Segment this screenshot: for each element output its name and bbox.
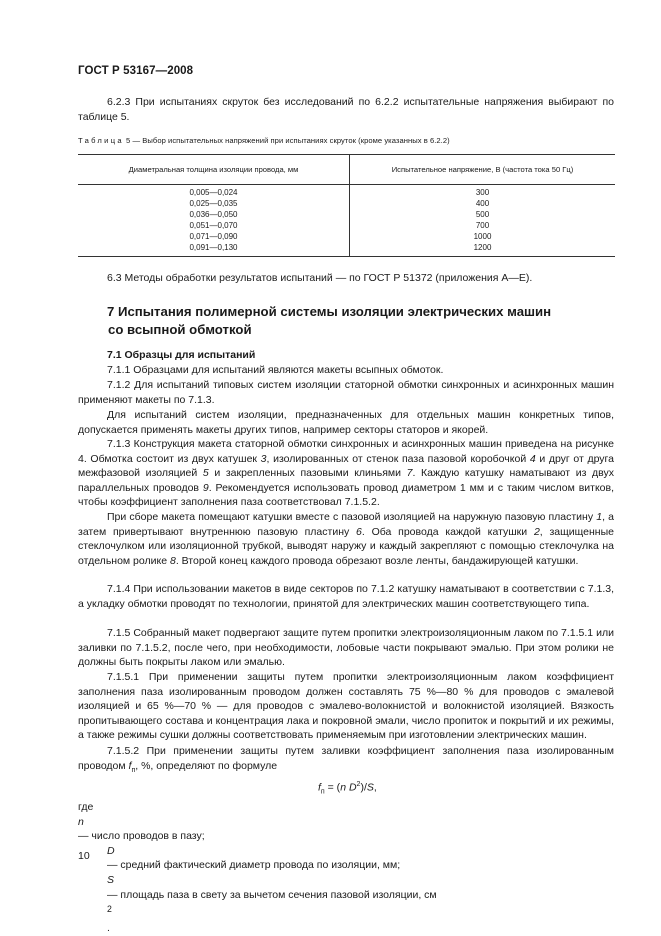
text-run: и друг от друга межфазовой изоляцией xyxy=(78,452,615,480)
text-run: . Оба провода каждой катушки xyxy=(361,525,534,538)
section-7-heading xyxy=(107,303,587,338)
table-cell-thickness: 0,025—0,035 xyxy=(189,198,238,208)
text-run: , изолированных от стенок паза пазовой коробочкой xyxy=(266,452,530,465)
formula-subscript: п xyxy=(320,788,325,796)
formula-text: = ( xyxy=(324,781,341,794)
symbol: S xyxy=(107,873,115,886)
table-caption-number: 5 xyxy=(126,136,131,145)
paragraph-7-1-1: 7.1.1 Образцами для испытаний являются макеты всыпных обмоток. xyxy=(107,364,444,376)
table-cell-voltage: 300 xyxy=(475,188,490,197)
voltage-table xyxy=(78,154,615,257)
table-header-row xyxy=(78,155,615,185)
page-number: 10 xyxy=(78,850,90,862)
subsection-7-1-heading: 7.1 Образцы для испытаний xyxy=(107,349,256,361)
text-run: 7.1.3 Конструкция макета статорной обмотки синхронных и асинхронных машин приведена на рисунке 4. Обмотка состоит из двух катушек xyxy=(78,438,614,465)
ref-number: 4 xyxy=(529,452,536,465)
table-cell-voltage: 1000 xyxy=(473,231,492,241)
text-run: и закрепленных пазовыми клиньями xyxy=(208,467,407,480)
symbol-f: f xyxy=(128,759,132,772)
table-caption xyxy=(78,136,618,145)
text-run: , защищенные стеклочулком или изоляционной трубкой, выводят наружу и каждый закрепляют с помощью стеклочулка на отдельном ролике xyxy=(78,525,614,567)
text-run: При сборе макета помещают катушки вместе с пазовой изоляцией на наружную пазовую пластину xyxy=(107,511,597,523)
voltage-cells xyxy=(350,185,616,257)
symbol: D xyxy=(107,844,115,857)
text-run: . xyxy=(107,922,110,935)
table-cell-thickness: 0,071—0,090 xyxy=(189,231,238,241)
table-cell-thickness: 0,005—0,024 xyxy=(189,188,238,197)
symbol-subscript: п xyxy=(131,766,136,774)
text-run: , %, определяют по формуле xyxy=(135,759,278,772)
ref-number: 3 xyxy=(260,452,267,465)
table-cell-thickness: 0,036—0,050 xyxy=(189,209,238,219)
paragraph-7-1-5: 7.1.5 Собранный макет подвергают защите путем пропитки электроизоляционным лаком по 7.1.5.1 или заливки по 7.1.5.2, после чего, при необходимости, лобовые части покрывают эмалью. При этом ролики не должны быть покрыты лаком или эмалью. xyxy=(78,627,614,669)
section-7-heading-line1: 7 Испытания полимерной системы изоляции электрических машин xyxy=(107,304,552,319)
definition-n xyxy=(78,800,618,844)
paragraph-7-1-3 xyxy=(78,437,614,510)
text-run: 7.1.5.2 При применении защиты путем заливки коэффициент заполнения паза изолированным проводом xyxy=(78,745,614,772)
ref-number: 9 xyxy=(202,481,209,494)
table-cell-voltage: 1200 xyxy=(473,242,492,252)
text-run: . Каждую катушку наматывают из двух параллельных проводов xyxy=(78,467,614,494)
ref-number: 6 xyxy=(356,525,362,538)
table-cell-voltage: 400 xyxy=(475,198,490,208)
table-cell-voltage: 500 xyxy=(475,209,490,219)
paragraph-7-1-5-2 xyxy=(78,744,614,778)
paragraph-6-3: 6.3 Методы обработки результатов испытаний — по ГОСТ Р 51372 (приложения А—Е). xyxy=(107,272,533,284)
paragraph-7-1-2: 7.1.2 Для испытаний типовых систем изоляции статорной обмотки синхронных и асинхронных машин применяют макеты по 7.1.3. xyxy=(78,379,614,406)
thickness-cells xyxy=(78,185,350,257)
table-cell-thickness: 0,051—0,070 xyxy=(189,220,238,230)
ref-number: 7 xyxy=(406,467,413,480)
superscript: 2 xyxy=(107,904,112,915)
column-header-thickness: Диаметральная толщина изоляции провода, мм xyxy=(78,155,350,185)
table-cell-thickness: 0,091—0,130 xyxy=(189,242,238,252)
document-header: ГОСТ Р 53167—2008 xyxy=(78,65,194,77)
fill-factor-formula xyxy=(318,781,377,796)
paragraph-7-1-2-cont: Для испытаний систем изоляции, предназначенных для отдельных машин конкретных типов, допускается применять макеты других типов, например секторы статоров и якорей. xyxy=(78,409,614,436)
paragraph-7-1-3-assembly xyxy=(78,510,614,568)
text-run: , а затем привертывают внутреннюю пазовую пластину xyxy=(78,511,614,538)
formula-superscript: 2 xyxy=(356,781,361,788)
text-run: — средний фактический диаметр провода по изоляции, мм; xyxy=(107,859,401,872)
table-cell-voltage: 700 xyxy=(475,220,490,230)
definition-s xyxy=(78,873,618,936)
table-row xyxy=(78,185,615,257)
formula-definitions xyxy=(78,800,618,936)
section-7-heading-line2: со всыпной обмоткой xyxy=(108,321,252,337)
symbol: n xyxy=(78,815,84,828)
paragraph-7-1-4: 7.1.4 При использовании макетов в виде секторов по 7.1.2 катушку наматывают в соответствии с 7.1.3, а укладку обмотки проводят по технологии, принятой для электрических машин соответствующего типа. xyxy=(78,583,614,610)
text-run: где xyxy=(78,801,94,813)
ref-number: 1 xyxy=(596,511,603,523)
paragraph-7-1-5-1: 7.1.5.1 При применении защиты путем пропитки электроизоляционным лаком коэффициент заполнения паза изолированным проводом должен составлять 75 %—80 % для проводов с эмалевой изоляцией и 65 %—70 % — для проводов с эмалево-волокнистой и волокнистой изоляцией. Вязкость пропитывающего состава и концентрация лака и покровной эмали, число пропиток и покрытий и их режимы, а также режимы сушки должны соответствовать применяемым при изготовлении электрических машин. xyxy=(78,671,614,742)
formula-text: )/ xyxy=(360,781,367,794)
column-header-voltage: Испытательное напряжение, В (частота тока 50 Гц) xyxy=(350,155,616,185)
text-run: . Второй конец каждого провода обрезают возле ленты, бандажирующей катушки. xyxy=(175,554,579,567)
ref-number: 2 xyxy=(533,525,540,538)
text-run: — площадь паза в свету за вычетом сечения пазовой изоляции, см xyxy=(107,888,437,901)
formula-symbol: S xyxy=(366,781,374,794)
ref-number: 5 xyxy=(202,467,209,480)
text-run: . Рекомендуется использовать провод диаметром 1 мм и с таким числом витков, чтобы коэффициент заполнения паза соответствовал 7.1.5.2. xyxy=(78,481,614,509)
definition-d xyxy=(78,844,618,873)
ref-number: 8 xyxy=(169,554,176,567)
formula-symbol: D xyxy=(348,781,357,794)
formula-text: , xyxy=(373,781,377,794)
text-run: — число проводов в пазу; xyxy=(78,830,205,843)
table-caption-text: — Выбор испытательных напряжений при испытаниях скруток (кроме указанных в 6.2.2) xyxy=(132,136,450,145)
paragraph-6-2-3: 6.2.3 При испытаниях скруток без исследований по 6.2.2 испытательные напряжения выбирают по таблице 5. xyxy=(78,96,614,123)
formula-symbol: f xyxy=(318,781,321,794)
table-caption-label: Таблица xyxy=(78,136,124,145)
formula-symbol: n xyxy=(340,781,347,794)
